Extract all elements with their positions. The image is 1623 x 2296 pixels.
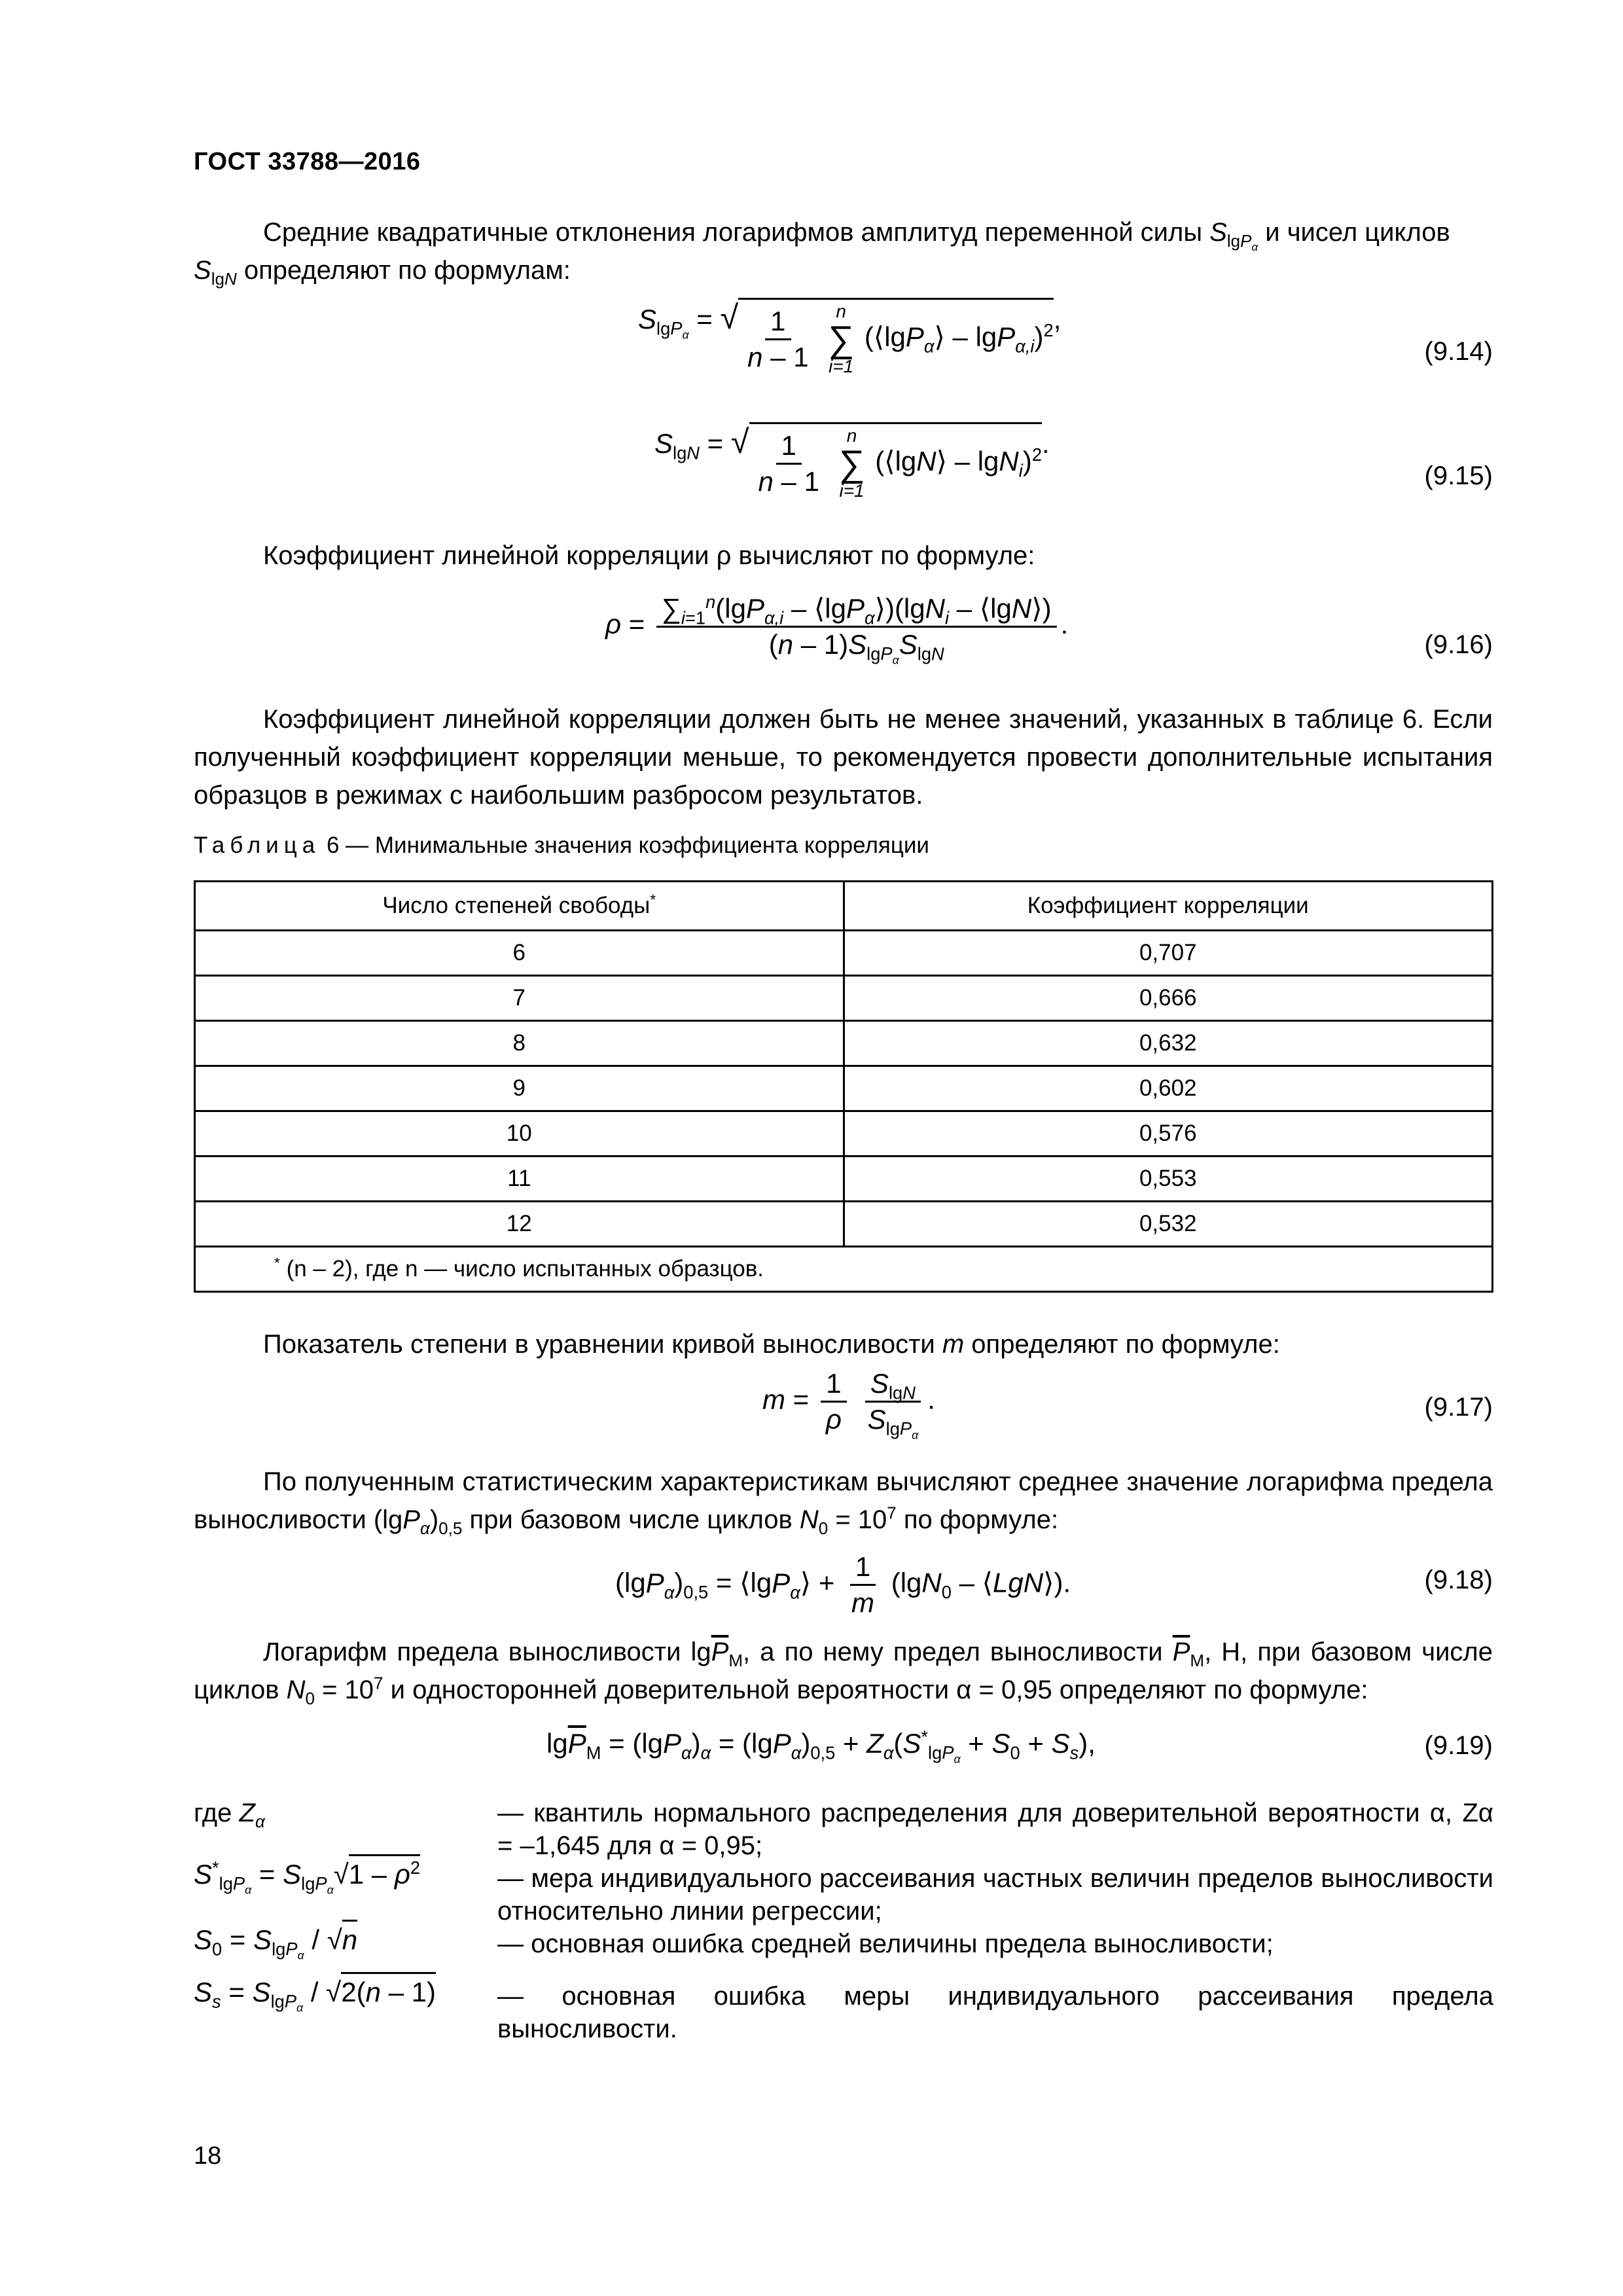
table-row	[195, 1157, 1493, 1202]
table-row	[195, 1202, 1493, 1247]
table-row	[195, 1021, 1493, 1066]
column-header-degrees-of-freedom: Число степеней свободы*	[195, 882, 844, 931]
table-row	[195, 931, 1493, 976]
table-header-row	[195, 882, 1493, 931]
equation-number-9-14: (9.14)	[1424, 337, 1493, 366]
equation-number-9-19: (9.19)	[1424, 1731, 1493, 1760]
paragraph-endurance-limit: Логарифм предела выносливости $\lg\overline{P}_М$, а по нему предел выносливости $\overline{P}_М$, Н, при базовом числе циклов $N_0 = 10^7$ и односторонней доверительной вероятности α = 0,95 определяют по формуле:	[194, 1638, 1493, 1708]
where-symbol-s0: $S_0 = S_{lgP_\alpha} / √n$	[194, 1924, 357, 1956]
table-footnote-row	[195, 1247, 1493, 1292]
table-cell: 0,707	[844, 931, 1493, 976]
table-cell: 0,553	[844, 1157, 1493, 1202]
table-cell: 11	[195, 1157, 844, 1202]
formula-9-19: $\lg\overline{P}_М = (\lg P_\alpha)_\alpha = (\lg P_\alpha)_{0,5} + Z_\alpha(S^*_{lgP_\alpha} + S_0 + S_s)$,	[546, 1727, 1096, 1766]
document-header: ГОСТ 33788—2016	[194, 148, 421, 175]
table-cell: 10	[195, 1111, 844, 1157]
table-row	[195, 976, 1493, 1021]
table-cell: 0,666	[844, 976, 1493, 1021]
paragraph-correlation: Коэффициент линейной корреляции ρ вычисляют по формуле:	[263, 541, 1035, 570]
equation-number-9-16: (9.16)	[1424, 630, 1493, 659]
table-cell: 0,532	[844, 1202, 1493, 1247]
paragraph-exponent: Показатель степени в уравнении кривой выносливости m определяют по формуле:	[263, 1330, 1280, 1359]
formula-9-17: m = $\frac{1}{\rho}$ $\frac{S_{lgN}}{S_{lgP_\alpha}}$ .	[762, 1368, 935, 1442]
table-cell: 6	[195, 931, 844, 976]
where-desc-z-alpha: — квантиль нормального распределения для доверительной вероятности α, Zα = –1,645 для α = 0,95;	[497, 1799, 1493, 1860]
formula-9-16: ρ = $\frac{\sum_{i=1}^n(\lg P_{\alpha,i} - ⟨\lg P_\alpha⟩)(\lg N_i - ⟨\lg N⟩)}{(n - 1)S_{lgP_\alpha}S_{lgN}}$ .	[605, 592, 1069, 667]
equation-number-9-18: (9.18)	[1424, 1566, 1493, 1594]
formula-9-18: $(\lg P_\alpha)_{0,5}$ = ⟨lgP$_\alpha$⟩ + $\frac{1}{m}$ (lgN$_0$ – ⟨LgN⟩).	[615, 1551, 1071, 1618]
paragraph-std-deviation: Средние квадратичные отклонения логарифмов амплитуд переменной силы $S_{lgP_\alpha}$ и чисел циклов $S_{lgN}$ определяют по формулам:	[194, 218, 1450, 289]
where-symbol-s-star: $S^*_{lgP_\alpha} = S_{lgP_\alpha}√1 - \rho^2$	[194, 1859, 420, 1890]
paragraph-mean-log-limit: По полученным статистическим характеристикам вычисляют среднее значение логарифма предела выносливости $(\lg P_\alpha)_{0,5}$ при базовом числе циклов $N_0 = 10^7$ по формуле:	[194, 1467, 1493, 1538]
table-cell: 0,602	[844, 1066, 1493, 1111]
where-symbol-ss: $S_s = S_{lgP_\alpha} / √2(n - 1)$	[194, 1977, 436, 2008]
table-cell: 0,632	[844, 1021, 1493, 1066]
table-cell: 9	[195, 1066, 844, 1111]
where-desc-s-star: — мера индивидуального рассеивания частных величин пределов выносливости относительно линии регрессии;	[497, 1864, 1493, 1926]
page-number: 18	[194, 2142, 222, 2170]
table-caption: Таблица 6 — Минимальные значения коэффициента корреляции	[194, 833, 929, 858]
table-cell: 7	[195, 976, 844, 1021]
equation-number-9-17: (9.17)	[1424, 1393, 1493, 1422]
formula-9-14: $S_{lgP_\alpha}$ = √ $\frac{1}{n - 1}$ n ∑ i=1 (⟨lgP$_\alpha$⟩ – lgP$_{\alpha,i}$)$^2$ ,	[638, 298, 1061, 376]
table-cell: 8	[195, 1021, 844, 1066]
where-desc-s0: — основная ошибка средней величины предела выносливости;	[497, 1929, 1274, 1958]
table-cell: 0,576	[844, 1111, 1493, 1157]
table-row	[195, 1066, 1493, 1111]
table-cell: 12	[195, 1202, 844, 1247]
formula-9-15: $S_{lgN}$ = √ $\frac{1}{n - 1}$ n ∑ i=1 (⟨lgN⟩ – lgN$_i$)$^2$ .	[654, 423, 1050, 501]
column-header-correlation-coefficient: Коэффициент корреляции	[844, 882, 1493, 931]
equation-number-9-15: (9.15)	[1424, 461, 1493, 490]
table-row	[195, 1111, 1493, 1157]
paragraph-correlation-requirement: Коэффициент линейной корреляции должен быть не менее значений, указанных в таблице 6. Если полученный коэффициент корреляции меньше, то рекомендуется провести дополнительные испытания образцов в режимах с наибольшим разбросом результатов.	[194, 705, 1493, 810]
where-label: где $Z_\alpha$	[194, 1799, 265, 1831]
table-footnote: * (n – 2), где n — число испытанных образцов.	[195, 1247, 1493, 1292]
correlation-table	[194, 880, 1493, 1293]
where-desc-ss: — основная ошибка меры индивидуального рассеивания предела выносливости.	[497, 1982, 1493, 2043]
